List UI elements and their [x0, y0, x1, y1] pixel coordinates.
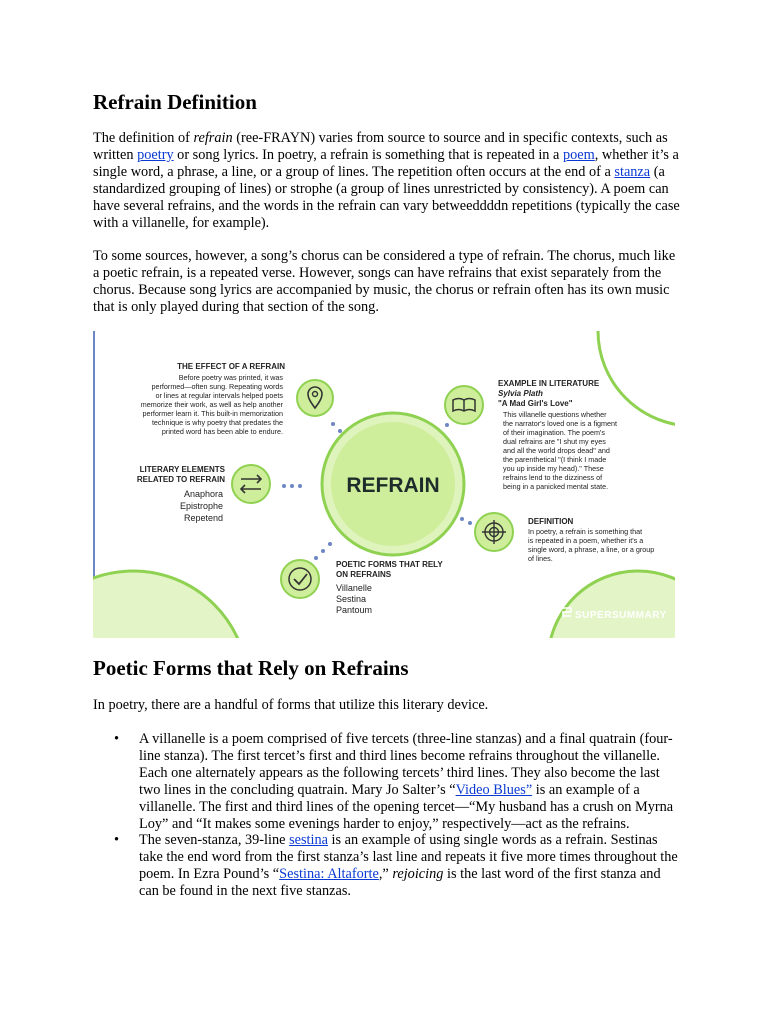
effect-line: performed—often sung. Repeating words	[151, 382, 283, 391]
definition-line: is repeated in a poem, whether it's a	[528, 536, 644, 545]
text-run: (a standardized grouping of lines) or strophe (a group of lines unrestricted by consistency). A poem can have several refrains, and the words in the refrain can vary betweeddddn repetitions (typically the case with a villanelle, for example).	[93, 163, 680, 231]
example-line: being in a panicked mental state.	[503, 482, 609, 491]
list-item-sestina	[93, 832, 683, 900]
bullet-icon: •	[114, 731, 120, 747]
decor-circle-bottom-left	[93, 571, 248, 638]
elements-title-line2: RELATED TO REFRAIN	[136, 475, 225, 484]
forms-list	[336, 583, 372, 615]
effect-body	[141, 373, 284, 436]
element-item: Repetend	[183, 513, 223, 523]
effect-line: or lines at regular intervals helped poets	[155, 391, 283, 400]
center-label: REFRAIN	[346, 474, 440, 497]
example-line: you up inside my head)." These	[503, 464, 604, 473]
effect-title: THE EFFECT OF A REFRAIN	[177, 362, 285, 371]
effect-line: Before poetry was printed, it was	[178, 373, 283, 382]
example-work: "A Mad Girl's Love"	[498, 399, 573, 408]
elements-title-line1: LITERARY ELEMENTS	[139, 465, 225, 474]
text-run: (ree-FRAYN) varies from source to source and in specific contexts, such as written	[93, 130, 668, 163]
text-run: is the last word of the first stanza and can be found in the next five stanzas.	[139, 866, 661, 900]
example-line: the narrator's loved one is a figment	[503, 419, 618, 428]
refrain-infographic	[93, 331, 675, 638]
paragraph-chorus: To some sources, however, a song’s chorus can be considered a type of refrain. The chorus, much like a poetic refrain, is a repeated verse. However, songs can have refrains that exist separately from the chorus. Because song lyrics are accompanied by music, the chorus or refrain often has its own music that is only played during that section of the song.	[93, 248, 676, 315]
example-line: This villanelle questions whether	[503, 410, 607, 419]
paragraph-definition	[93, 130, 683, 231]
text-run: ,”	[378, 866, 393, 883]
link-stanza[interactable]: stanza	[614, 163, 651, 180]
link-sestina[interactable]: sestina	[289, 832, 328, 849]
link-poem[interactable]: poem	[562, 146, 595, 163]
checkmark-icon	[281, 560, 319, 598]
forms-bullet-list	[93, 731, 683, 900]
text-run: The definition of	[93, 130, 194, 146]
example-author: Sylvia Plath	[498, 389, 543, 398]
example-line: the parenthetical "(I think I made	[503, 455, 607, 464]
element-item: Epistrophe	[179, 501, 223, 511]
example-line: dual refrains are "I shut my eyes	[503, 437, 606, 446]
list-item-villanelle	[93, 731, 683, 832]
text-run: , whether it’s a single word, a phrase, a line, or a group of lines. The repetition often occurs at the end of a	[93, 146, 679, 180]
bullet-icon: •	[114, 832, 120, 849]
text-run: A villanelle is a poem comprised of five tercets (three-line stanzas) and a final quatrain (four-line stanza). The first tercet’s first and third lines become refrains throughout the villanelle. Each one alternately appears as the following tercets’ third lines. They also become the last two lines in the concluding quatrain. Mary Jo Salter’s “	[139, 731, 673, 798]
elements-list	[180, 489, 223, 523]
link-poetry[interactable]: poetry	[137, 146, 174, 163]
text-run: is an example of using single words as a refrain. Sestinas take the end word from the first stanza’s last line and repeats it five more times throughout the poem. In Ezra Pound’s “	[139, 832, 678, 883]
heading-poetic-forms: Poetic Forms that Rely on Refrains	[93, 656, 409, 680]
definition-body	[528, 527, 654, 563]
decor-arc-top-right	[598, 331, 675, 426]
form-item: Villanelle	[336, 583, 372, 593]
example-line: and all the world drops dead" and	[503, 446, 610, 455]
forms-title-line2: ON REFRAINS	[336, 570, 392, 579]
example-title: EXAMPLE IN LITERATURE	[498, 379, 600, 388]
effect-line: technique is why poetry that predates the	[151, 418, 283, 427]
decor-circle-bottom-right	[548, 571, 675, 638]
location-pin-icon	[297, 380, 333, 416]
emphasis-refrain: refrain	[193, 130, 233, 146]
infographic-svg	[93, 331, 675, 638]
forms-title-line1: POETIC FORMS THAT RELY	[336, 560, 443, 569]
effect-line: memorize their work, as well as help another	[140, 400, 283, 409]
heading-refrain-definition: Refrain Definition	[93, 90, 257, 114]
form-item: Pantoum	[336, 605, 373, 615]
emphasis-rejoicing: rejoicing	[392, 866, 444, 883]
text-run: is an example of a villanelle. The first and third lines of the opening tercet—“My husband has a crush on Myrna Loy” and “It makes some evenings harder to enjoy,” respectively—act as the refrains.	[139, 781, 674, 832]
text-run: or song lyrics. In poetry, a refrain is something that is repeated in a	[173, 146, 563, 163]
text-run: The seven-stanza, 39-line	[139, 832, 290, 849]
brand-supersummary: SUPERSUMMARY	[575, 610, 667, 621]
link-video-blues[interactable]: Video Blues”	[455, 781, 533, 798]
effect-line: printed word has been able to endure.	[161, 427, 283, 436]
exchange-arrows-icon	[232, 465, 270, 503]
definition-title: DEFINITION	[528, 517, 574, 526]
paragraph-forms-intro: In poetry, there are a handful of forms that utilize this literary device.	[93, 697, 489, 713]
definition-line: of lines.	[528, 554, 553, 563]
effect-line: performer learn it. This built-in memorization	[142, 409, 283, 418]
definition-line: single word, a phrase, a line, or a group	[528, 545, 655, 554]
definition-line: In poetry, a refrain is something that	[528, 527, 643, 536]
example-line: refrains lend to the dizziness of	[503, 473, 603, 482]
example-line: of their imagination. The poem's	[503, 428, 605, 437]
example-body	[503, 410, 617, 491]
form-item: Sestina	[336, 594, 367, 604]
element-item: Anaphora	[183, 489, 223, 499]
link-sestina-altaforte[interactable]: Sestina: Altaforte	[279, 866, 379, 883]
